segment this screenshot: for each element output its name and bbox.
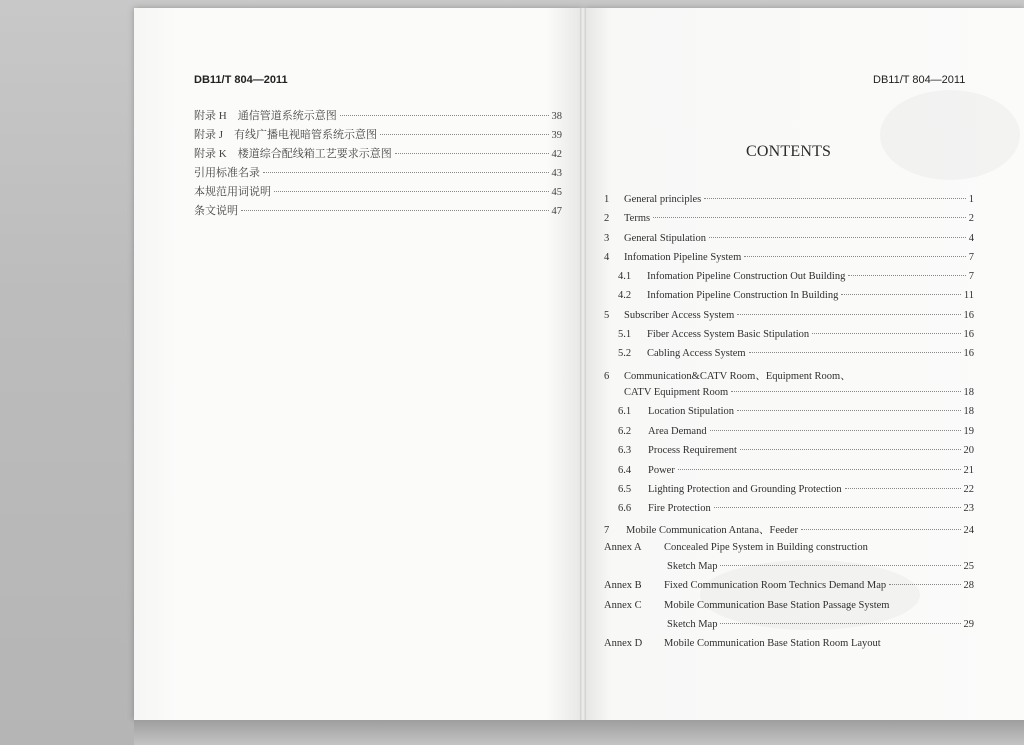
leader-dots [340, 115, 549, 116]
bottom-shadow [134, 720, 1024, 745]
toc-entry[interactable] [618, 465, 974, 476]
toc-number: 5.2 [618, 348, 632, 359]
toc-number: 2 [604, 213, 610, 224]
toc-entry[interactable] [604, 368, 851, 383]
leader-dots [720, 565, 960, 566]
toc-page: 16 [963, 310, 974, 321]
toc-label: Subscriber Access System [624, 310, 735, 321]
toc-label: Fixed Communication Room Technics Demand Map [664, 580, 887, 591]
toc-number: 4.2 [618, 290, 632, 301]
toc-label: Terms [624, 213, 651, 224]
header-left: DB11/T 804—2011 [194, 74, 288, 86]
leader-dots [889, 584, 960, 585]
leader-dots [845, 488, 961, 489]
leader-dots [848, 275, 965, 276]
toc-label: Infomation Pipeline Construction In Building [647, 290, 839, 301]
toc-entry[interactable] [667, 619, 974, 630]
leader-dots [841, 294, 961, 295]
leader-dots [744, 256, 966, 257]
leader-dots [801, 529, 960, 530]
toc-entry[interactable] [194, 164, 562, 180]
toc-entry[interactable] [604, 580, 974, 591]
toc-label: Communication&CATV Room、Equipment Room、 [624, 371, 851, 382]
toc-number: 1 [604, 194, 610, 205]
toc-label: Sketch Map [667, 619, 718, 630]
toc-page: 11 [963, 290, 974, 301]
toc-entry[interactable] [194, 183, 562, 199]
toc-number: 3 [604, 233, 610, 244]
leader-dots [395, 153, 549, 154]
toc-page: 18 [963, 406, 974, 417]
toc-entry[interactable] [604, 542, 868, 553]
toc-number: 7 [604, 525, 610, 536]
toc-page: 4 [968, 233, 974, 244]
leader-dots [710, 430, 961, 431]
toc-number: 5 [604, 310, 610, 321]
toc-number: 6.1 [618, 406, 632, 417]
toc-page: 7 [968, 271, 974, 282]
toc-label: Power [648, 465, 675, 476]
toc-entry[interactable] [604, 310, 974, 321]
leader-dots [241, 210, 549, 211]
leader-dots [274, 191, 549, 192]
toc-entry[interactable] [618, 348, 974, 359]
toc-entry[interactable] [667, 561, 974, 572]
toc-page: 28 [963, 580, 974, 591]
toc-label: Infomation Pipeline Construction Out Building [647, 271, 846, 282]
toc-entry[interactable] [618, 503, 974, 514]
toc-page: 45 [551, 187, 562, 198]
toc-label: Mobile Communication Base Station Room Layout [664, 638, 881, 649]
toc-label: 附录 K 楼道综合配线箱工艺要求示意图 [194, 148, 392, 160]
toc-page: 43 [551, 168, 562, 179]
toc-entry[interactable] [618, 290, 974, 301]
toc-entry[interactable] [194, 107, 562, 123]
toc-page: 21 [963, 465, 974, 476]
toc-entry[interactable] [618, 484, 974, 495]
toc-label: Fire Protection [648, 503, 711, 514]
toc-page: 39 [551, 130, 562, 141]
toc-label: Fiber Access System Basic Stipulation [647, 329, 810, 340]
leader-dots [812, 333, 960, 334]
toc-entry[interactable] [618, 426, 974, 437]
toc-label: Sketch Map [667, 561, 718, 572]
toc-number: 6.4 [618, 465, 632, 476]
toc-page: 25 [963, 561, 974, 572]
toc-page: 18 [963, 387, 974, 398]
toc-entry[interactable] [618, 329, 974, 340]
toc-label: Concealed Pipe System in Building construction [664, 542, 868, 553]
toc-entry[interactable] [624, 387, 974, 398]
toc-number: 4.1 [618, 271, 632, 282]
toc-page: 20 [963, 445, 974, 456]
toc-entry[interactable] [604, 638, 881, 649]
toc-entry[interactable] [194, 145, 562, 161]
page-smudge [880, 90, 1020, 180]
leader-dots [737, 410, 960, 411]
leader-dots [704, 198, 965, 199]
leader-dots [653, 217, 966, 218]
toc-number: 6.3 [618, 445, 632, 456]
toc-label: Lighting Protection and Grounding Protection [648, 484, 842, 495]
toc-label: 附录 J 有线广播电视暗管系统示意图 [194, 129, 378, 141]
leader-dots [709, 237, 966, 238]
toc-entry[interactable] [604, 600, 889, 611]
toc-number: 6.6 [618, 503, 632, 514]
toc-label: Process Requirement [648, 445, 737, 456]
toc-entry[interactable] [194, 126, 562, 142]
leader-dots [737, 314, 960, 315]
toc-label: Cabling Access System [647, 348, 746, 359]
toc-entry[interactable] [604, 252, 974, 263]
leader-dots [678, 469, 961, 470]
toc-label: 附录 H 通信管道系统示意图 [194, 110, 337, 122]
contents-title: CONTENTS [746, 143, 832, 160]
toc-label: General Stipulation [624, 233, 706, 244]
toc-number: 6 [604, 371, 610, 382]
toc-page: 38 [551, 111, 562, 122]
toc-entry[interactable] [618, 406, 974, 417]
toc-page: 29 [963, 619, 974, 630]
toc-page: 24 [963, 525, 974, 536]
toc-entry[interactable] [604, 522, 974, 537]
toc-page: 23 [963, 503, 974, 514]
toc-number: 6.2 [618, 426, 632, 437]
toc-label: General principles [624, 194, 702, 205]
toc-page: 2 [968, 213, 974, 224]
toc-page: 7 [968, 252, 974, 263]
toc-number: Annex A [604, 542, 642, 553]
leader-dots [714, 507, 961, 508]
leader-dots [720, 623, 960, 624]
toc-number: Annex C [604, 600, 642, 611]
toc-label: Mobile Communication Antana、Feeder [626, 525, 799, 536]
toc-number: 4 [604, 252, 610, 263]
toc-page: 22 [963, 484, 974, 495]
toc-page: 19 [963, 426, 974, 437]
toc-number: 5.1 [618, 329, 632, 340]
toc-page: 1 [968, 194, 974, 205]
header-right: DB11/T 804—2011 [873, 74, 966, 86]
toc-label: 条文说明 [194, 205, 238, 217]
toc-page: 47 [551, 206, 562, 217]
toc-label: Location Stipulation [648, 406, 735, 417]
toc-entry[interactable] [604, 213, 974, 224]
toc-label: CATV Equipment Room [624, 387, 729, 398]
toc-page: 42 [551, 149, 562, 160]
toc-entry[interactable] [604, 194, 974, 205]
toc-label: Mobile Communication Base Station Passage System [664, 600, 890, 611]
leader-dots [263, 172, 549, 173]
leader-dots [731, 391, 960, 392]
toc-label: 引用标准名录 [194, 167, 260, 179]
toc-number: 6.5 [618, 484, 632, 495]
book-spine [580, 8, 586, 720]
toc-page: 16 [963, 348, 974, 359]
toc-entry[interactable] [604, 233, 974, 244]
toc-entry[interactable] [618, 271, 974, 282]
toc-entry[interactable] [618, 445, 974, 456]
toc-label: Area Demand [648, 426, 707, 437]
toc-number: Annex D [604, 638, 643, 649]
toc-number: Annex B [604, 580, 642, 591]
toc-label: Infomation Pipeline System [624, 252, 742, 263]
toc-page: 16 [963, 329, 974, 340]
leader-dots [380, 134, 548, 135]
toc-entry[interactable] [194, 202, 562, 218]
toc-label: 本规范用词说明 [194, 186, 271, 198]
leader-dots [740, 449, 961, 450]
leader-dots [749, 352, 961, 353]
